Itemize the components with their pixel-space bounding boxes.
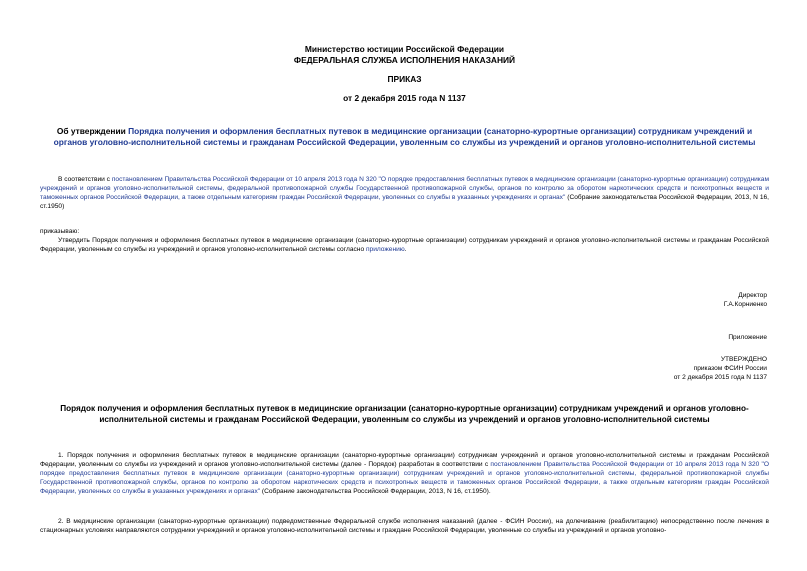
procedure-title: Порядок получения и оформления бесплатных путевок в медицинские организации (санаторно-курортные организации) сотрудникам учреждений и органов уголовно-исполнительной системы и гражданам Российской Федерации, уволенным со службы из учреждений и органов уголовно-исполнительной системы [60,404,749,424]
document-type: ПРИКАЗ [387,74,422,84]
appendix-link[interactable]: приложению [365,246,405,253]
procedure-item-2: 2. В медицинские организации (санаторно-курортные организации) подведомственные Федеральной службе исполнения наказаний (далее - ФСИН России), на долечивание (реабилитацию) непосредственно после лечения в стационарных условиях направляются сотрудники учреждений и органов уголовно-исполнительной системы и граждане Российской Федерации, уволенные со службы из учреждений и органов уголовно- [40,518,769,534]
approval-block [674,355,767,382]
document-header [40,44,769,104]
order-paragraph: Утвердить Порядок получения и оформления бесплатных путевок в медицинские организации (санаторно-курортные организации) сотрудникам учреждений и органов уголовно-исполнительной системы и гражданам Российской Федерации, уволенным со службы из учреждений и органов уголовно-исполнительной системы согласно приложению. [40,237,769,253]
signature-block [724,291,767,309]
approved-by-order: приказом ФСИН России [693,365,767,372]
document-date-number: от 2 декабря 2015 года N 1137 [343,93,466,103]
item1-decree-link[interactable]: постановлением Правительства Российской Федерации от 10 апреля 2013 года N 320 "О порядке предоставления бесплатных путевок в медицинские организации (санаторно-курортные организации) сотрудникам учреждений и органов уголовно-исполнительной системы, федеральной противопожарной службы Государственной противопожарной службы, органов по контролю за оборотом наркотических средств и психотропных веществ и таможенных органов Российской Федерации, а также отдельным категориям граждан Российской Федерации, уволенных со службы в указанных учреждениях и органах" [40,461,769,495]
procedure-item-1: 1. Порядок получения и оформления бесплатных путевок в медицинские организации (санаторно-курортные организации) сотрудникам учреждений и органов уголовно-исполнительной системы и гражданам Российской Федерации, уволенным со службы из учреждений и органов уголовно-исполнительной системы (далее - Порядок) разработан в соответствии с постановлением Правительства Российской Федерации от 10 апреля 2013 года N 320 "О порядке предоставления бесплатных путевок в медицинские организации (санаторно-курортные организации) сотрудникам учреждений и органов уголовно-исполнительной системы, федеральной противопожарной службы Государственной противопожарной службы, органов по контролю за оборотом наркотических средств и психотропных веществ и таможенных органов Российской Федерации, а также отдельным категориям граждан Российской Федерации, уволенных со службы в указанных учреждениях и органах" (Собрание законодательства Российской Федерации, 2013, N 16, ст.1950). [40,452,769,495]
approved-date-number: от 2 декабря 2015 года N 1137 [673,374,767,381]
document-title: Об утверждении Порядка получения и оформления бесплатных путевок в медицинские организации (санаторно-курортные организации) сотрудникам учреждений и органов уголовно-исполнительной системы и гражданам Российской Федерации, уволенным со службы из учреждений и органов уголовно-исполнительной системы [53,126,756,147]
approved-label: УТВЕРЖДЕНО [720,356,767,363]
order-label: приказываю: [40,228,80,235]
signatory-position: Директор [738,292,767,299]
preamble-paragraph: В соответствии с постановлением Правительства Российской Федерации от 10 апреля 2013 года N 320 "О порядке предоставления бесплатных путевок в медицинские организации (санаторно-курортные организации) сотрудникам учреждений и органов уголовно-исполнительной системы, федеральной противопожарной службы Государственной противопожарной службы, органов по контролю за оборотом наркотических средств и психотропных веществ и таможенных органов Российской Федерации, а также отдельным категориям граждан Российской Федерации, уволенных со службы в указанных учреждениях и органах" (Собрание законодательства Российской Федерации, 2013, N 16, ст.1950) [40,176,770,210]
title-procedure-link[interactable]: Порядка получения и оформления бесплатных путевок в медицинские организации (санаторно-курортные организации) сотрудникам учреждений и органов уголовно-исполнительной системы и гражданам Российской Федерации, уволенным со службы из учреждений и органов уголовно-исполнительной системы [53,126,756,147]
appendix-label: Приложение [728,334,767,341]
ministry-name: Министерство юстиции Российской Федерации [304,44,505,54]
government-decree-link[interactable]: постановлением Правительства Российской Федерации от 10 апреля 2013 года N 320 "О порядке предоставления бесплатных путевок в медицинские организации (санаторно-курортные организации) сотрудникам учреждений и органов уголовно-исполнительной системы, федеральной противопожарной службы Государственной противопожарной службы, органов по контролю за оборотом наркотических средств и психотропных веществ и таможенных органов Российской Федерации, а также отдельным категориям граждан Российской Федерации, уволенных со службы в указанных учреждениях и органах" [40,176,770,201]
service-name: ФЕДЕРАЛЬНАЯ СЛУЖБА ИСПОЛНЕНИЯ НАКАЗАНИЙ [293,55,516,65]
signatory-name: Г.А.Корниенко [723,301,767,308]
